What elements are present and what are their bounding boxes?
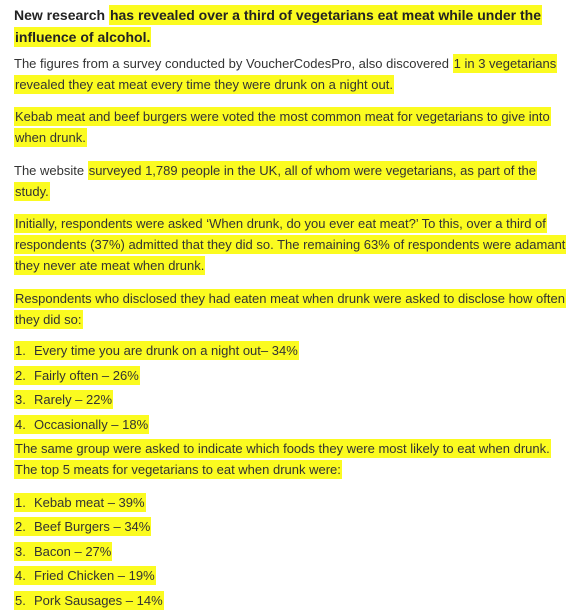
- paragraph-initial-question-highlight: Initially, respondents were asked ‘When drunk, do you ever eat meat?’ To this, over a third of respondents (37%) admitted that they did so. The remaining 63% of respondents were adamant they never ate meat when drunk.: [15, 216, 566, 273]
- list-item-number: 4.: [15, 568, 26, 583]
- paragraph-top-meats-intro: [14, 438, 570, 480]
- list-item: [14, 591, 164, 611]
- list-item-text: Occasionally – 18%: [34, 417, 149, 432]
- list-item-text: Bacon – 27%: [34, 544, 112, 559]
- paragraph-survey-source-highlight: 1 in 3 vegetarians revealed they eat meat every time they were drunk on a night out.: [15, 56, 557, 92]
- list-item-number: 1.: [15, 495, 26, 510]
- list-item-number: 2.: [15, 368, 26, 383]
- list-item-text: Pork Sausages – 14%: [34, 593, 163, 608]
- lead-highlight: has revealed over a third of vegetarians eat meat while under the influence of alcohol.: [15, 7, 541, 45]
- list-item-number: 3.: [15, 544, 26, 559]
- list-item: [14, 542, 112, 562]
- list-item-text: Beef Burgers – 34%: [34, 519, 151, 534]
- paragraph-common-meat-highlight: Kebab meat and beef burgers were voted the most common meat for vegetarians to give into when drunk.: [15, 109, 550, 145]
- list-item-text: Fried Chicken – 19%: [34, 568, 155, 583]
- list-item: [14, 566, 156, 586]
- list-item: [14, 341, 299, 361]
- lead-text-start: New research: [14, 7, 109, 23]
- list-item: [14, 493, 146, 513]
- paragraph-initial-question: [14, 213, 570, 276]
- list-item-number: 1.: [15, 343, 26, 358]
- list-item: [14, 517, 151, 537]
- list-item-number: 5.: [15, 593, 26, 608]
- paragraph-top-meats-intro-highlight: The same group were asked to indicate which foods they were most likely to eat when drunk. The top 5 meats for vegetarians to eat when drunk were:: [15, 441, 550, 477]
- list-item: [14, 366, 140, 386]
- paragraph-sample-size: [14, 160, 570, 202]
- list-item-text: Every time you are drunk on a night out– 34%: [34, 343, 298, 358]
- paragraph-survey-source-text: The figures from a survey conducted by VoucherCodesPro, also discovered: [14, 56, 453, 71]
- paragraph-survey-source: [14, 53, 570, 95]
- paragraph-sample-size-highlight: surveyed 1,789 people in the UK, all of whom were vegetarians, as part of the study.: [15, 163, 537, 199]
- lead-paragraph: [14, 4, 570, 48]
- list-item-number: 4.: [15, 417, 26, 432]
- paragraph-sample-size-text: The website: [14, 163, 88, 178]
- list-item: [14, 390, 113, 410]
- list-item-text: Rarely – 22%: [34, 392, 113, 407]
- list-item-number: 2.: [15, 519, 26, 534]
- list-item-text: Fairly often – 26%: [34, 368, 139, 383]
- paragraph-common-meat: [14, 106, 570, 148]
- list-item-number: 3.: [15, 392, 26, 407]
- list-item: [14, 415, 149, 435]
- paragraph-frequency-intro: [14, 288, 570, 330]
- paragraph-frequency-intro-highlight: Respondents who disclosed they had eaten meat when drunk were asked to disclose how often they did so:: [15, 291, 565, 327]
- list-item-text: Kebab meat – 39%: [34, 495, 145, 510]
